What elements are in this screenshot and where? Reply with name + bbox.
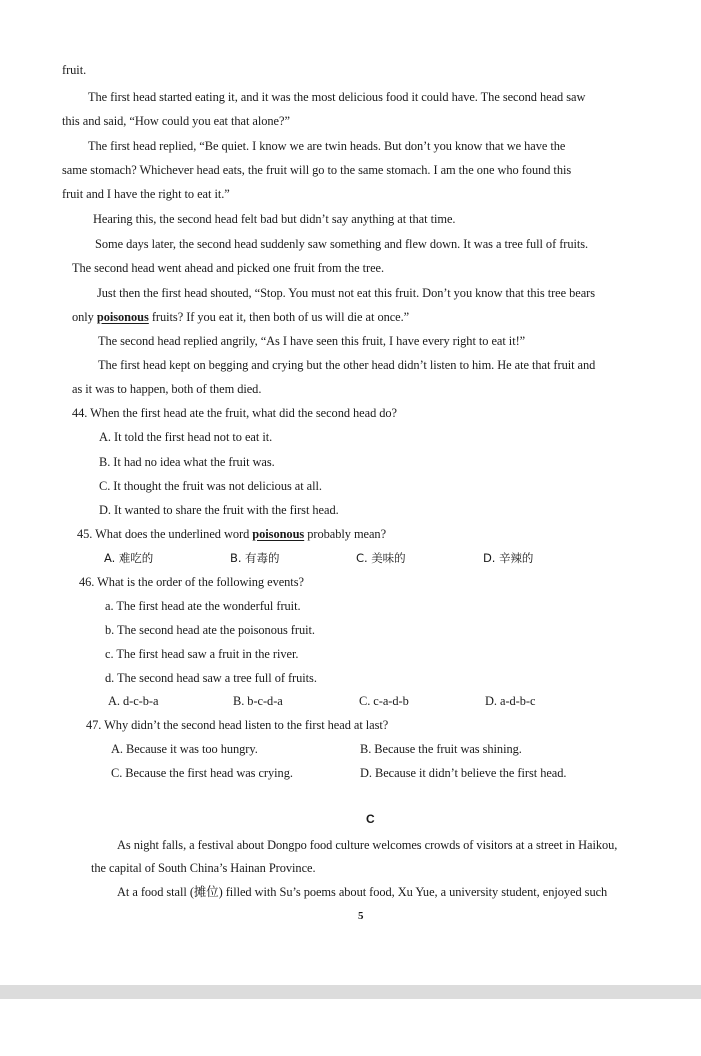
page-number: 5 xyxy=(358,910,364,922)
question-44-option-b: B. It had no idea what the fruit was. xyxy=(99,455,275,469)
story-line: fruit and I have the right to eat it.” xyxy=(62,187,230,201)
story-line: The first head started eating it, and it was the most delicious food it could have. The second head saw xyxy=(88,90,586,104)
story-line: The second head replied angrily, “As I have seen this fruit, I have every right to eat it!” xyxy=(98,334,526,348)
story-line: The first head replied, “Be quiet. I know we are twin heads. But don’t you know that we have the xyxy=(88,139,566,153)
story-line: this and said, “How could you eat that alone?” xyxy=(62,114,290,128)
question-45-option-b: B. 有毒的 xyxy=(230,551,280,565)
question-47-option-d: D. Because it didn’t believe the first head. xyxy=(360,766,567,780)
story-line: The second head went ahead and picked one fruit from the tree. xyxy=(72,261,385,275)
underlined-word-poisonous: poisonous xyxy=(96,310,149,324)
question-47-option-c: C. Because the first head was crying. xyxy=(111,766,293,780)
question-46-event-a: a. The first head ate the wonderful fruit. xyxy=(105,599,301,613)
story-line: Hearing this, the second head felt bad but didn’t say anything at that time. xyxy=(93,212,456,226)
question-44-option-c: C. It thought the fruit was not delicious at all. xyxy=(99,479,322,493)
question-46-option-b: B. b-c-d-a xyxy=(233,694,283,708)
question-45-option-a: A. 难吃的 xyxy=(104,551,154,565)
question-45-option-c: C. 美味的 xyxy=(356,551,406,565)
question-47-option-a: A. Because it was too hungry. xyxy=(111,742,258,756)
question-47-option-b: B. Because the fruit was shining. xyxy=(360,742,522,756)
underlined-word-poisonous: poisonous xyxy=(252,527,305,541)
question-46-event-d: d. The second head saw a tree full of fruits. xyxy=(105,671,317,685)
page-bottom-band xyxy=(0,985,701,999)
question-44-option-d: D. It wanted to share the fruit with the first head. xyxy=(99,503,339,517)
question-44-stem: 44. When the first head ate the fruit, what did the second head do? xyxy=(72,406,398,420)
story-line-underlined xyxy=(72,309,409,325)
question-46-option-a: A. d-c-b-a xyxy=(108,694,159,708)
story-line: fruit. xyxy=(62,63,87,77)
section-c-line: the capital of South China’s Hainan Province. xyxy=(91,861,316,875)
story-line: as it was to happen, both of them died. xyxy=(72,382,262,396)
question-45-option-d: D. 辛辣的 xyxy=(483,551,534,565)
question-46-option-c: C. c-a-d-b xyxy=(359,694,409,708)
story-line: The first head kept on begging and crying but the other head didn’t listen to him. He ate that fruit and xyxy=(98,358,596,372)
story-text: only xyxy=(72,310,97,324)
question-46-event-c: c. The first head saw a fruit in the river. xyxy=(105,647,299,661)
question-text: 45. What does the underlined word xyxy=(77,527,253,541)
question-text: probably mean? xyxy=(304,527,387,541)
section-c-heading: C xyxy=(366,812,375,826)
story-line: Some days later, the second head suddenly saw something and flew down. It was a tree full of fruits. xyxy=(95,237,589,251)
question-47-stem: 47. Why didn’t the second head listen to the first head at last? xyxy=(86,718,389,732)
section-c-line: As night falls, a festival about Dongpo food culture welcomes crowds of visitors at a street in Haikou, xyxy=(117,838,618,852)
question-45-stem xyxy=(77,526,386,542)
story-line: same stomach? Whichever head eats, the fruit will go to the same stomach. I am the one who found this xyxy=(62,163,572,177)
story-line: Just then the first head shouted, “Stop. You must not eat this fruit. Don’t you know that this tree bears xyxy=(97,286,596,300)
question-44-option-a: A. It told the first head not to eat it. xyxy=(99,430,273,444)
section-c-line: At a food stall (摊位) filled with Su’s poems about food, Xu Yue, a university student, enjoyed such xyxy=(117,885,608,899)
question-46-stem: 46. What is the order of the following events? xyxy=(79,575,304,589)
story-text: fruits? If you eat it, then both of us will die at once.” xyxy=(148,310,410,324)
question-46-event-b: b. The second head ate the poisonous fruit. xyxy=(105,623,315,637)
question-46-option-d: D. a-d-b-c xyxy=(485,694,536,708)
